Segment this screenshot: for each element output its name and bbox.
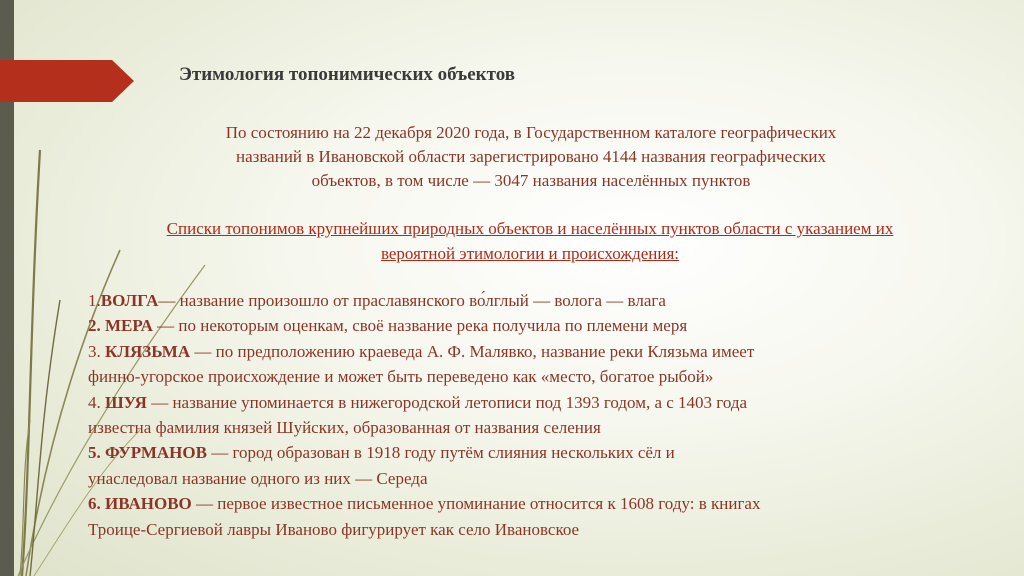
item-number: 5.	[88, 443, 105, 463]
item-text: Троице-Сергиевой лавры Иваново фигурирует как село Ивановское	[88, 519, 580, 539]
item-number: 2.	[88, 316, 105, 336]
list-item	[88, 288, 968, 313]
item-text: — первое известное письменное упоминание относится к 1608 году: в книгах	[191, 494, 761, 514]
item-text: — город образован в 1918 году путём слияния нескольких сёл и	[206, 443, 675, 463]
subtitle-line: вероятной этимологии и происхождения:	[380, 244, 680, 263]
list-item	[88, 440, 968, 491]
item-number: 4.	[88, 392, 105, 412]
intro-line: объектов, в том числе — 3047 названия населённых пунктов	[311, 171, 751, 190]
item-name: ШУЯ	[105, 392, 147, 412]
item-text: известна фамилия князей Шуйских, образованная от названия селения	[88, 418, 601, 438]
intro-paragraph	[140, 121, 922, 193]
list-item	[88, 313, 968, 338]
list-item	[88, 390, 968, 441]
title-arrow-shape	[0, 60, 134, 102]
item-name: ВОЛГА	[100, 291, 159, 310]
item-name: ФУРМАНОВ	[105, 443, 207, 463]
item-number: 1.	[88, 291, 101, 310]
item-text: финно-угорское происхождение и может быть переведено как «место, богатое рыбой»	[88, 367, 714, 387]
item-text: — по предположению краеведа А. Ф. Малявко, название реки Клязьма имеет	[190, 341, 755, 361]
item-text: — название упоминается в нижегородской летописи под 1393 годом, а с 1403 года	[146, 392, 748, 412]
item-text: унаследовал название одного из них — Середа	[88, 468, 428, 488]
item-name: КЛЯЗЬМА	[105, 341, 191, 361]
intro-line: По состоянию на 22 декабря 2020 года, в Государственном каталоге географических	[225, 123, 837, 142]
item-number: 3.	[88, 341, 105, 361]
item-text: — по некоторым оценкам, своё название река получила по племени меря	[152, 316, 688, 336]
list-item	[88, 491, 968, 542]
decorative-curve	[30, 300, 60, 576]
list-subtitle	[60, 216, 1000, 266]
item-text: — название произошло от праславянского во́лглый — волога — влага	[158, 291, 666, 310]
item-name: ИВАНОВО	[105, 494, 192, 514]
item-name: МЕРА	[105, 316, 153, 336]
toponym-list	[88, 288, 968, 542]
slide-title: Этимология топонимических объектов	[179, 64, 515, 85]
subtitle-line: Списки топонимов крупнейших природных объектов и населённых пунктов области с указанием их	[166, 219, 894, 238]
item-number: 6.	[88, 494, 105, 514]
list-item	[88, 339, 968, 390]
intro-line: названий в Ивановской области зарегистрировано 4144 названия географических	[236, 147, 826, 166]
